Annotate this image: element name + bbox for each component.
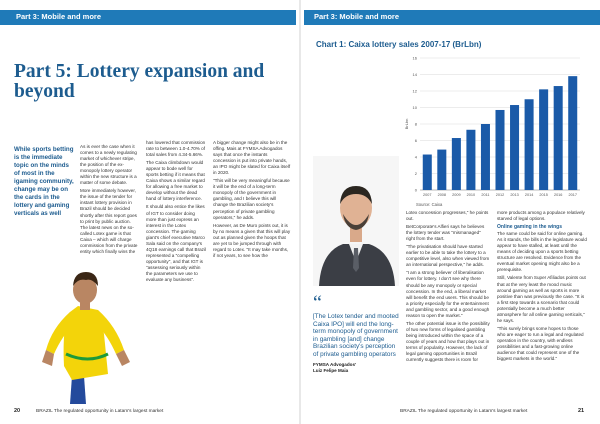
y-axis-label: BrLbn [404, 118, 409, 130]
x-tick-label: 2011 [481, 193, 490, 197]
y-tick-label: 16 [412, 55, 417, 61]
page-number-right: 21 [578, 408, 585, 414]
bar-2010 [466, 130, 475, 190]
body-column-4 [406, 210, 490, 365]
x-tick-label: 2010 [466, 193, 476, 197]
paragraph: The other potential issue is the possibility of two new forms of legalised gambling being introduced within the space of a couple of years and how that plays out in terms of popularity. However, the lack of legal gaming opportunities in Brazil currently suggests there is room for [406, 320, 490, 363]
bar-2007 [423, 155, 432, 190]
bar-2015 [539, 89, 548, 190]
paragraph: More immediately however, the issue of the tender for instant lottery provision in Brazil should be decided shortly after this report goes to print by public auction. The latest news on the so-called Lotex game is that Caixa – which will charge commission from the private entity which finally wins the [80, 188, 138, 254]
page-gutter [299, 0, 301, 424]
y-tick-label: 2 [414, 171, 417, 176]
section-label-right: Part 3: Mobile and more [314, 12, 400, 21]
paragraph: As is ever the case when it comes to a newly regulating market of whichever stripe, the position of the ex-monopoly lottery operator within the new structure is a matter of some debate. [80, 144, 137, 186]
x-tick-label: 2017 [568, 193, 577, 197]
y-tick-label: 8 [414, 121, 417, 127]
y-tick-label: 6 [414, 138, 417, 143]
bar-2017 [568, 76, 577, 190]
y-tick-label: 12 [412, 88, 417, 94]
quote-text: [The Lotex tender and mooted Caixa IPO] will end the long-term monopoly of government in gambling [and] change Brazilian society's perception of private gambling operators [313, 313, 399, 358]
x-tick-label: 2009 [452, 193, 461, 197]
x-tick-label: 2016 [553, 193, 563, 197]
footer-running-title-left: BRAZIL The regulated opportunity in Latam's largest market [36, 409, 164, 414]
chart-source: Source: Caixa [416, 202, 443, 207]
paragraph: It should also entice the likes of IGT to consider doing more than just express an interest in the Lotex concession. The gaming giant's chief executive Marco Sala said on the company's 4Q18 earnings call that Brazil represented a "compelling opportunity", and that IGT is "assessing seriously within the parameters we use to evaluate any business". [146, 204, 207, 283]
paragraph: Still, Valente from Super Afiliados points out that at the very least the mood music around gaming as well as sports is more positive than was previously the case. "It is a first step towards a scenario that could potentially become a much better atmosphere for all online gaming verticals," he says. [497, 275, 586, 323]
bar-2012 [495, 110, 504, 190]
executive-photo [313, 156, 399, 286]
paragraph: A bigger change might also be in the offing. Mais at FYMSA Advogados says that once the instants concession is put into private hands, an IPO might be slated for Caixa itself in 2020. [213, 140, 291, 176]
pull-quote [313, 292, 399, 373]
bar-2011 [481, 124, 490, 190]
section-header-right [304, 10, 600, 25]
paragraph: The Caixa climbdown would appear to bode well for sports betting if it means that Caixa shows a similar regard for allowing a free market to develop without the dead hand of lottery interference. [146, 160, 205, 202]
page-number-left: 20 [14, 408, 21, 414]
bar-2014 [525, 99, 534, 190]
paragraph: However, as De Muro points out, it is by no means a given that this will play out as planned given the hoops that are yet to be jumped through with regard to Lotex. "It may take months, if not years, to see how the [213, 222, 291, 258]
x-tick-label: 2008 [437, 193, 447, 197]
body-column-3 [213, 140, 291, 261]
y-tick-label: 14 [412, 72, 417, 77]
section-header-left [0, 10, 296, 25]
bar-2009 [452, 138, 461, 190]
paragraph: has lowered that commission rate to between 1.0-4.70% of total sales from 4.34-5.66%. [146, 140, 206, 158]
paragraph: "This will be very meaningful because it will be the end of a long-term monopoly of the government in gambling, and I believe this will change the Brazilian society's perception of private gambling operators," he adds. [213, 178, 290, 220]
quote-attribution-org: FYMSA Advogados' [313, 362, 357, 367]
section-label-left: Part 3: Mobile and more [16, 12, 102, 21]
x-tick-label: 2013 [510, 193, 519, 197]
quote-attribution [313, 362, 399, 373]
quote-attribution-name: Luiz Felipe Maia [313, 367, 349, 373]
page-title: Part 5: Lottery expansion and beyond [14, 61, 265, 102]
paragraph: "I am a strong believer of liberalisation even for lottery. I don't see why there should be any monopoly or special concession. In the end, a liberal market will benefit the end users. This should be a priority especially for the entertainment and gambling sector, and a good enough reason to open the market." [406, 270, 490, 318]
lottery-sales-chart [404, 52, 584, 202]
x-tick-label: 2012 [495, 193, 505, 197]
y-tick-label: 0 [414, 187, 417, 193]
paragraph: The same could be said for online gaming. As it stands, the bills in the legislature would appear to have stalled, at least until the means of deciding upon a sports betting structure are resolved. Evidence from the eventual market opening might also be a prerequisite. [497, 231, 587, 273]
chart-title: Chart 1: Caixa lottery sales 2007-17 (BrLbn) [316, 40, 482, 49]
bar-2008 [437, 150, 446, 190]
bar-2016 [554, 86, 563, 190]
y-tick-label: 4 [414, 154, 417, 160]
subheading: Online gaming in the wings [497, 224, 563, 231]
body-column-2 [146, 140, 206, 285]
x-tick-label: 2015 [539, 193, 548, 197]
paragraph: "This surely brings some hopes to those who are eager to run a legal and regulated operation in the country, with endless possibilities and a fast-growing online audience that could represent one of the biggest markets in the world." [497, 325, 584, 362]
footer-running-title-right: BRAZIL The regulated opportunity in Latam's largest market [400, 409, 528, 414]
paragraph: Lotex concession progresses," he points out. [406, 210, 489, 222]
x-tick-label: 2007 [423, 193, 432, 197]
x-tick-label: 2014 [524, 193, 534, 197]
body-column-1 [80, 144, 138, 263]
bar-2013 [510, 105, 519, 190]
paragraph: "The privatisation should have started earlier to be able to take the lottery to a competitive level, also when viewed from an international perspective," he adds. [406, 244, 490, 268]
paragraph: BetCorporate's Alfieri says he believes the lottery tender was "mismanaged" right from the start. [406, 224, 485, 242]
standfirst: While sports betting is the immediate topic on the minds of most in the igaming community, change may be on the cards in the lottery and gaming verticals as well [14, 146, 74, 217]
body-column-5 [497, 210, 587, 364]
paragraph: more products among a populace relatively starved of legal options. [497, 210, 585, 222]
y-tick-label: 10 [412, 105, 417, 110]
footballer-photo [12, 254, 138, 404]
quote-mark: “ [313, 292, 322, 314]
